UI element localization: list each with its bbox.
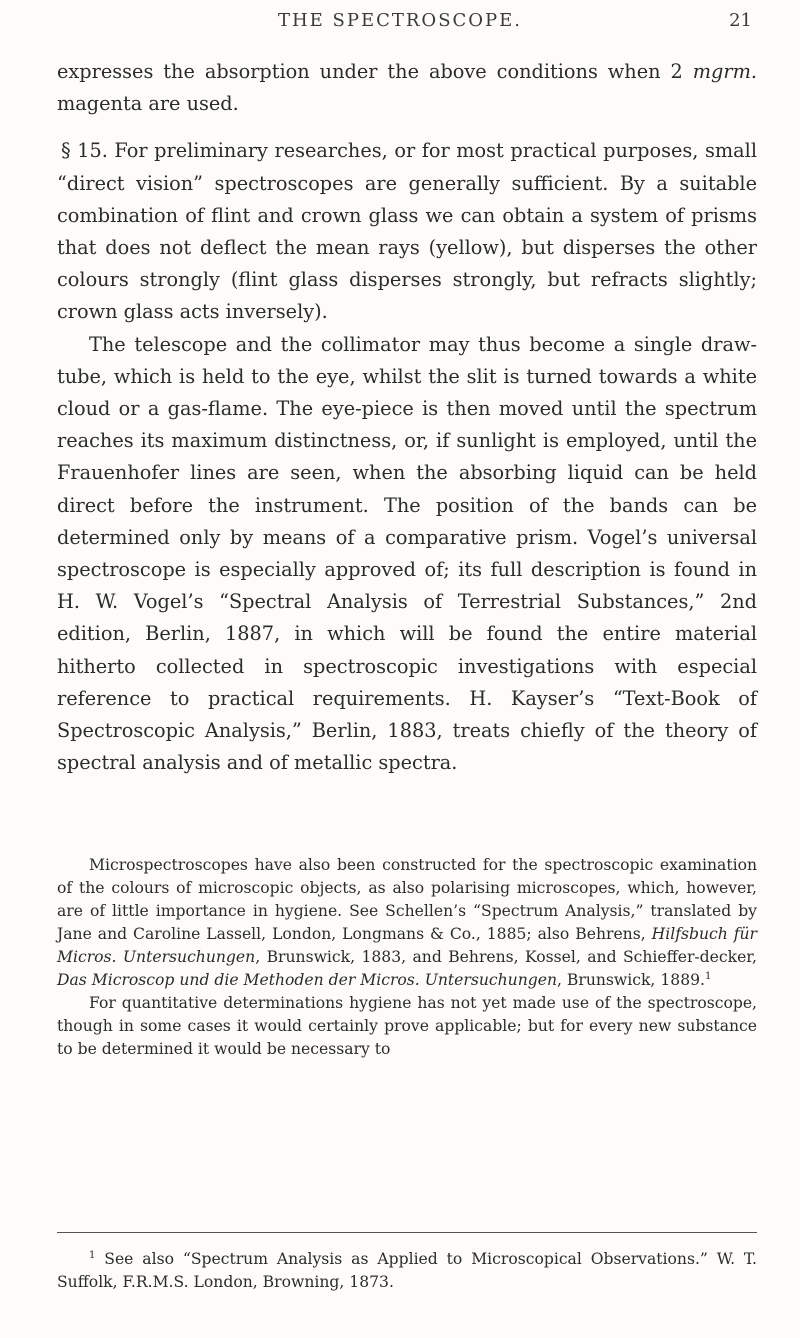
text-run: expresses the absorption under the above conditions when 2 <box>57 60 693 83</box>
paragraph-telescope: The telescope and the collimator may thus become a single draw-tube, which is held to the eye, whilst the slit is turned towards a white cloud or a gas-flame. The eye-piece is then moved until the spectrum reaches its maximum distinctness, or, if sunlight is employed, until the Frauenhofer lines are seen, when the absorbing liquid can be held direct before the instrument. The position of the bands can be determined only by means of a comparative prism. Vogel’s universal spectroscope is especially approved of; its full description is found in H. W. Vogel’s “Spectral Analysis of Terrestrial Substances,” 2nd edition, Berlin, 1887, in which will be found the entire material hitherto collected in spectroscopic investigations with especial reference to practical requirements. H. Kayser’s “Text-Book of Spectroscopic Analysis,” Berlin, 1883, treats chiefly of the theory of spectral analysis and of metallic spectra. <box>57 332 757 775</box>
book-title: Hilfsbuch für Micros. Untersuchungen <box>57 925 757 966</box>
footnote-mark: 1 <box>89 1249 96 1261</box>
paragraph-quantitative: For quantitative determinations hygiene has not yet made use of the spectroscope, though in some cases it would certainly prove applicable; but for every new substance to be determined it would be necessary to <box>57 994 757 1058</box>
text-run: Microspectroscopes have also been constructed for the spectroscopic examination of the colours of microscopic objects, as also polarising microscopes, which, however, are of little importance in hygiene. See Schellen’s “Spectrum Analysis,” translated by Jane and Caroline Lassell, London, Longmans & Co., 1885; also Behrens, <box>57 856 757 943</box>
small-print-notes <box>57 854 757 1061</box>
paragraph-microspectroscopes <box>57 854 757 992</box>
unit-abbreviation: mgrm. <box>692 60 757 83</box>
paragraph-section-15: § 15. For preliminary researches, or for most practical purposes, small “direct vision” spectroscopes are generally sufficient. By a suitable combination of flint and crown glass we can obtain a system of prisms that does not deflect the mean rays (yellow), but disperses the other colours strongly (flint glass disperses strongly, but refracts slightly; crown glass acts inversely). <box>57 139 757 324</box>
text-run: magenta are used. <box>57 92 239 116</box>
text-run: , Brunswick, 1883, and Behrens, Kossel, and Schieffer-decker, <box>255 948 757 966</box>
book-title: Das Microscop und die Methoden der Micros. Untersuchungen <box>57 971 557 989</box>
footnote <box>57 1248 757 1294</box>
footnote-divider <box>57 1232 757 1233</box>
footnote-text: See also “Spectrum Analysis as Applied to Microscopical Observations.” W. T. Suffolk, F.R.M.S. London, Browning, 1873. <box>57 1250 757 1291</box>
page-number: 21 <box>729 10 752 31</box>
running-title: THE SPECTROSCOPE. <box>277 10 523 31</box>
text-run: , Brunswick, 1889. <box>557 971 705 989</box>
paragraph-continuation <box>57 56 757 120</box>
page-header <box>0 10 800 34</box>
main-text <box>57 56 757 779</box>
footnote-reference: 1 <box>705 970 712 982</box>
